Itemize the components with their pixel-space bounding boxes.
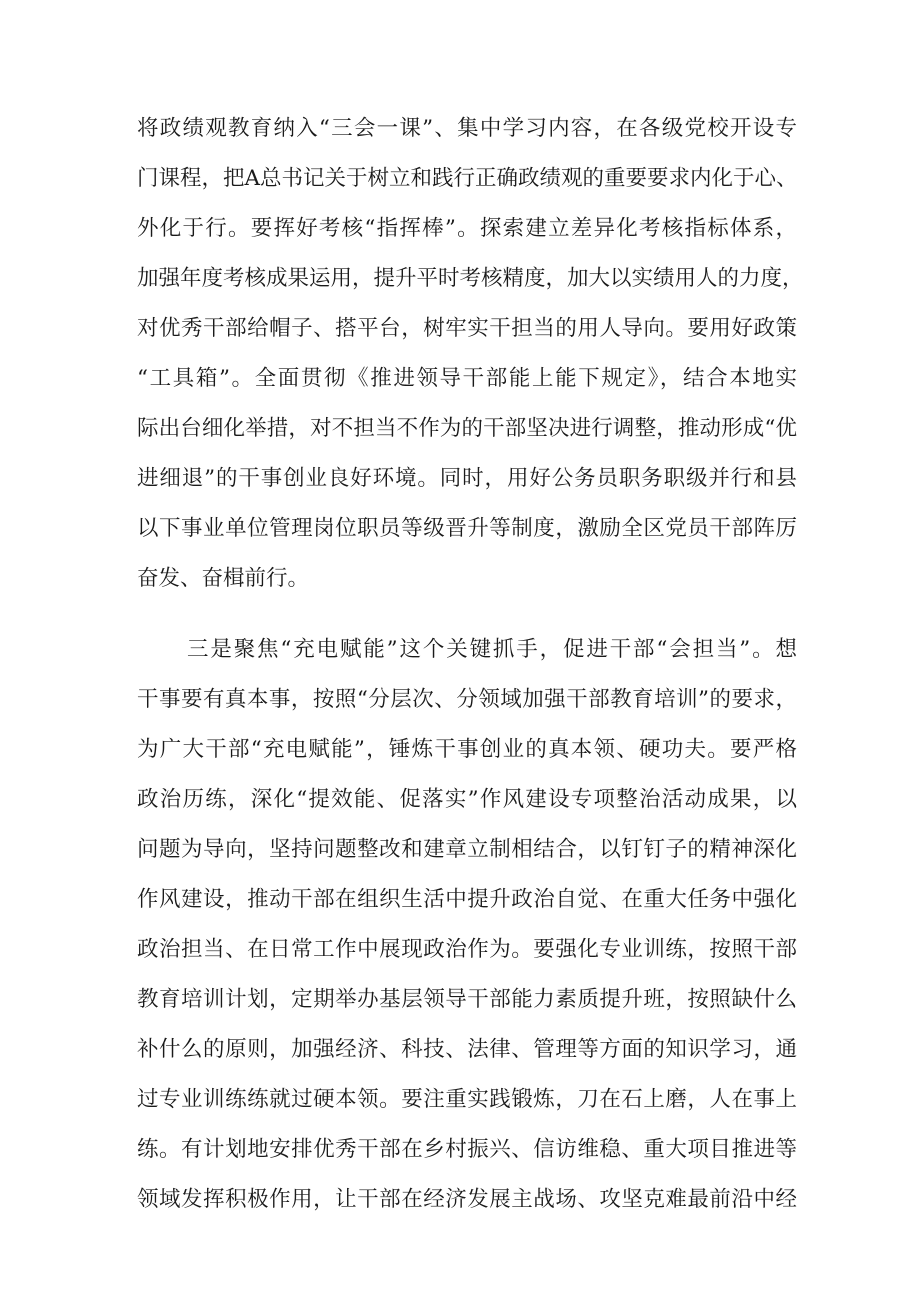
text-line: 政治历练，深化“提效能、促落实”作风建设专项整治活动成果，以 [137, 787, 797, 812]
text-line: 教育培训计划，定期举办基层领导干部能力素质提升班，按照缺什么 [137, 987, 797, 1012]
text-line: 对优秀干部给帽子、搭平台，树牢实干担当的用人导向。要用好政策 [137, 316, 797, 341]
text-line: 门课程，把A总书记关于树立和践行正确政绩观的重要要求内化于心、 [137, 166, 798, 191]
text-line: 干事要有真本事，按照“分层次、分领域加强干部教育培训”的要求， [137, 687, 797, 712]
text-line: 过专业训练练就过硬本领。要注重实践锻炼，刀在石上磨，人在事上 [137, 1087, 797, 1112]
text-line: 作风建设，推动干部在组织生活中提升政治自觉、在重大任务中强化 [137, 887, 797, 912]
text-line: 三是聚焦“充电赋能”这个关键抓手，促进干部“会担当”。想 [187, 637, 797, 662]
text-line: 加强年度考核成果运用，提升平时考核精度，加大以实绩用人的力度， [137, 266, 804, 291]
text-line: 外化于行。要挥好考核“指挥棒”。探索建立差异化考核指标体系， [137, 216, 797, 241]
text-line: 进细退”的干事创业良好环境。同时，用好公务员职务职级并行和县 [137, 466, 797, 491]
text-line: 问题为导向，坚持问题整改和建章立制相结合，以钉钉子的精神深化 [137, 837, 797, 862]
text-line: “工具箱”。全面贯彻《推进领导干部能上能下规定》，结合本地实 [137, 366, 797, 391]
text-line: 练。有计划地安排优秀干部在乡村振兴、信访维稳、重大项目推进等 [137, 1137, 797, 1162]
text-line: 以下事业单位管理岗位职员等级晋升等制度，激励全区党员干部阵厉 [137, 516, 797, 541]
text-line: 奋发、奋楫前行。 [137, 566, 310, 591]
text-line: 领域发挥积极作用，让干部在经济发展主战场、攻坚克难最前沿中经 [137, 1187, 797, 1212]
text-line: 为广大干部“充电赋能”，锤炼干事创业的真本领、硬功夫。要严格 [137, 737, 797, 762]
text-line: 将政绩观教育纳入“三会一课”、集中学习内容，在各级党校开设专 [137, 116, 797, 141]
text-line: 政治担当、在日常工作中展现政治作为。要强化专业训练，按照干部 [137, 937, 797, 962]
text-line: 际出台细化举措，对不担当不作为的干部坚决进行调整，推动形成“优 [137, 416, 797, 441]
text-line: 补什么的原则，加强经济、科技、法律、管理等方面的知识学习，通 [137, 1037, 797, 1062]
